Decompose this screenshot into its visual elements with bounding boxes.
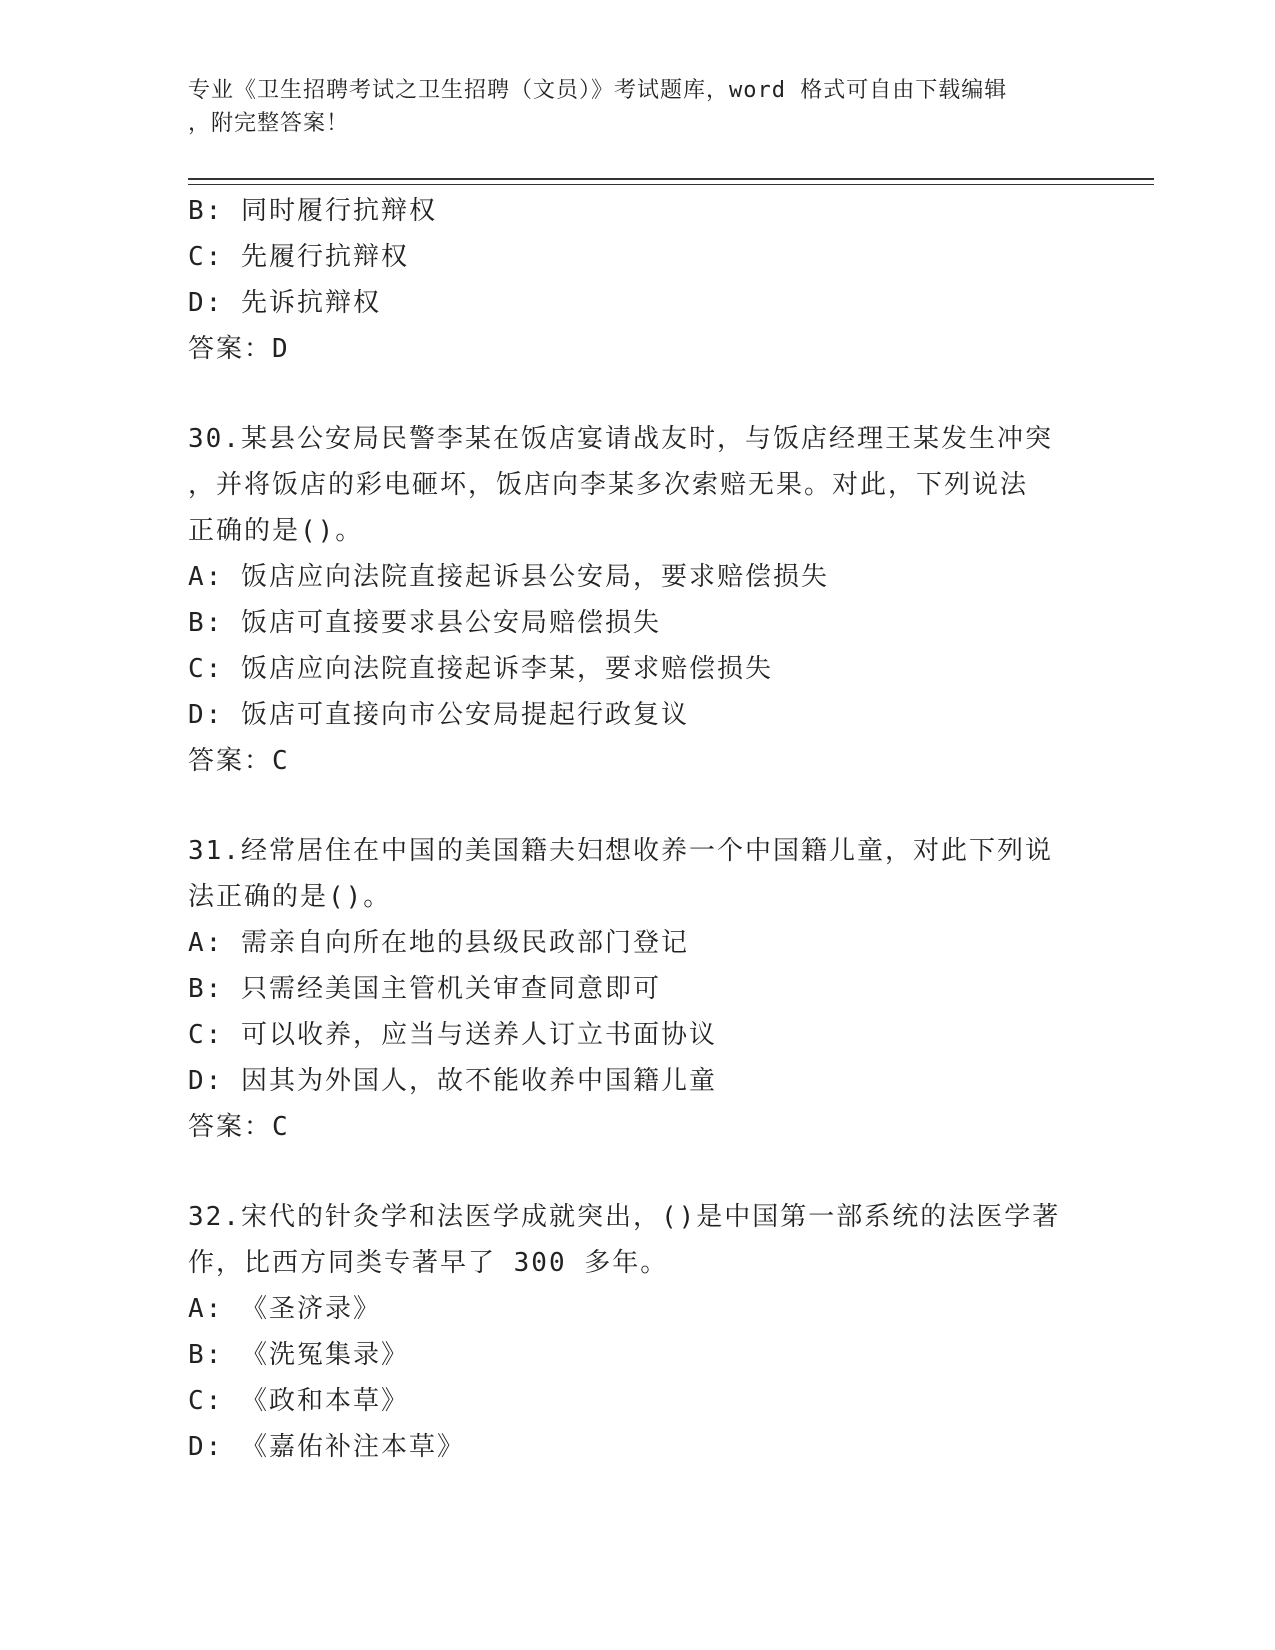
- option-b: B: 只需经美国主管机关审查同意即可: [188, 974, 661, 1004]
- question-text-line: 30.某县公安局民警李某在饭店宴请战友时，与饭店经理王某发生冲突: [188, 424, 1053, 454]
- option-a: A: 需亲自向所在地的县级民政部门登记: [188, 928, 689, 958]
- question-30: [188, 416, 1088, 784]
- option-d: D: 先诉抗辩权: [188, 288, 381, 318]
- option-c: C: 饭店应向法院直接起诉李某，要求赔偿损失: [188, 654, 773, 684]
- answer-line: 答案：D: [188, 334, 290, 364]
- document-header: [188, 74, 1068, 140]
- option-d: D: 饭店可直接向市公安局提起行政复议: [188, 700, 689, 730]
- question-text-line: ，并将饭店的彩电砸坏，饭店向李某多次索赔无果。对此，下列说法: [188, 470, 1029, 500]
- header-divider-thick: [188, 178, 1154, 180]
- option-c: C: 《政和本草》: [188, 1386, 409, 1416]
- header-divider-thin: [188, 184, 1154, 185]
- question-text-line: 作，比西方同类专著早了 300 多年。: [188, 1248, 669, 1278]
- option-b: B: 《洗冤集录》: [188, 1340, 409, 1370]
- header-line-2: ，附完整答案！: [188, 111, 350, 136]
- question-text-line: 法正确的是()。: [188, 882, 392, 912]
- question-text-line: 32.宋代的针灸学和法医学成就突出，()是中国第一部系统的法医学著: [188, 1202, 1061, 1232]
- answer-line: 答案：C: [188, 1112, 290, 1142]
- question-29-fragment: [188, 188, 1088, 372]
- option-d: D: 《嘉佑补注本草》: [188, 1432, 465, 1462]
- header-line-1: 专业《卫生招聘考试之卫生招聘（文员）》考试题库，word 格式可自由下载编辑: [188, 78, 1008, 103]
- spacer: [188, 1150, 1088, 1194]
- question-32: [188, 1194, 1088, 1470]
- question-list: [188, 188, 1088, 1470]
- option-c: C: 先履行抗辩权: [188, 242, 409, 272]
- option-a: A: 《圣济录》: [188, 1294, 381, 1324]
- spacer: [188, 784, 1088, 828]
- option-d: D: 因其为外国人，故不能收养中国籍儿童: [188, 1066, 717, 1096]
- question-text-line: 31.经常居住在中国的美国籍夫妇想收养一个中国籍儿童，对此下列说: [188, 836, 1053, 866]
- question-31: [188, 828, 1088, 1150]
- option-c: C: 可以收养，应当与送养人订立书面协议: [188, 1020, 717, 1050]
- spacer: [188, 372, 1088, 416]
- option-a: A: 饭店应向法院直接起诉县公安局，要求赔偿损失: [188, 562, 829, 592]
- option-b: B: 饭店可直接要求县公安局赔偿损失: [188, 608, 661, 638]
- option-b: B: 同时履行抗辩权: [188, 196, 437, 226]
- answer-line: 答案：C: [188, 746, 290, 776]
- question-text-line: 正确的是()。: [188, 516, 364, 546]
